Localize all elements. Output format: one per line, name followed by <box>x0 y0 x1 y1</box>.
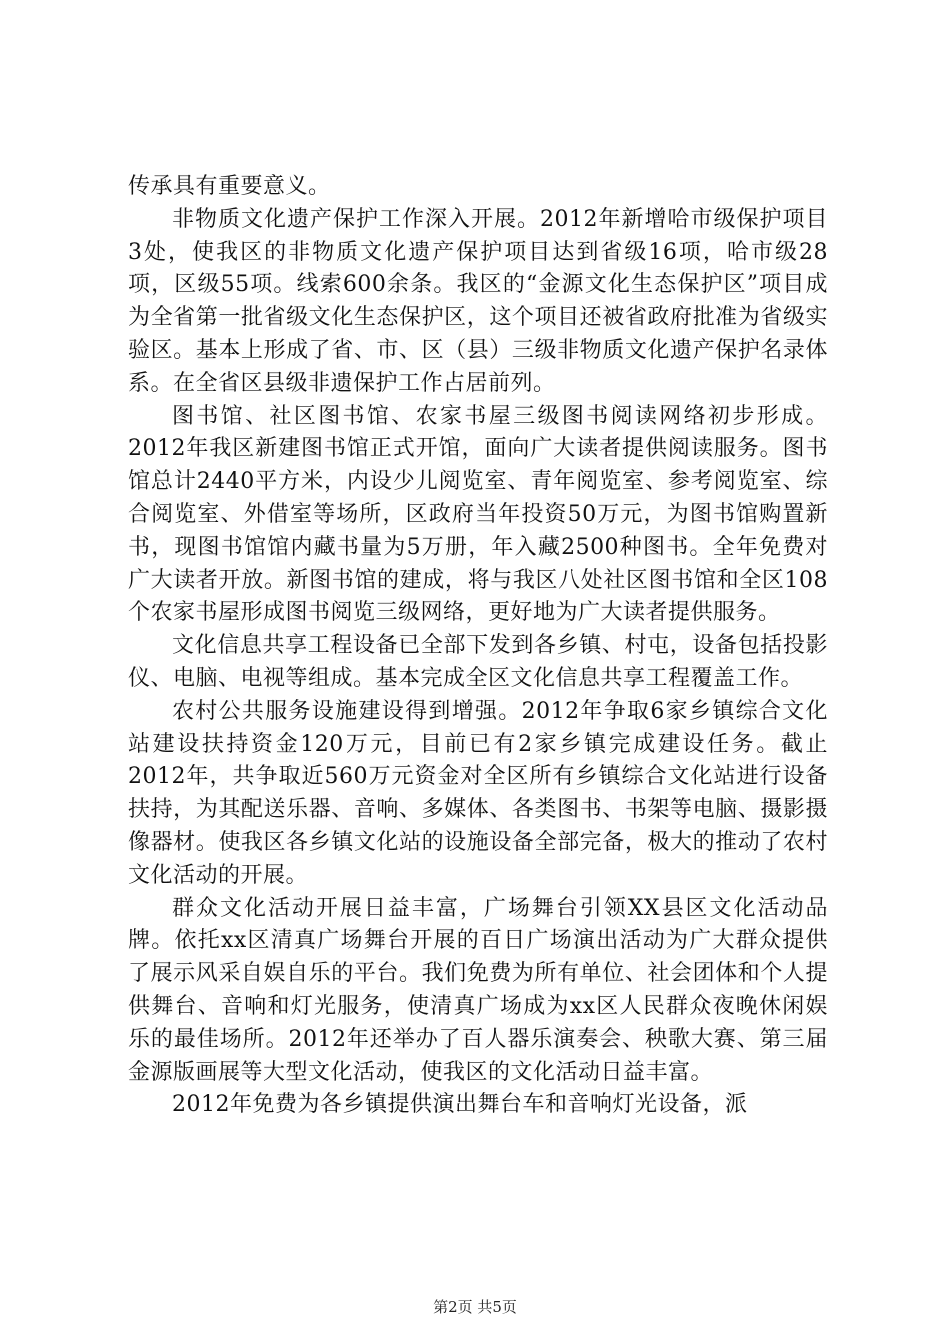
paragraph-rural-facilities: 农村公共服务设施建设得到增强。2012年争取6家乡镇综合文化站建设扶持资金120万元，目前已有2家乡镇完成建设任务。截止2012年，共争取近560万元资金对全区所有乡镇综合文化站进行设备扶持，为其配送乐器、音响、多媒体、各类图书、书架等电脑、摄影摄像器材。使我区各乡镇文化站的设施设备全部完备，极大的推动了农村文化活动的开展。 <box>128 698 828 888</box>
paragraph-intangible-heritage: 非物质文化遗产保护工作深入开展。2012年新增哈市级保护项目3处，使我区的非物质文化遗产保护项目达到省级16项，哈市级28项，区级55项。线索600余条。我区的“金源文化生态保护区”项目成为全省第一批省级文化生态保护区，这个项目还被省政府批准为省级实验区。基本上形成了省、市、区（县）三级非物质文化遗产保护名录体系。在全省区县级非遗保护工作占居前列。 <box>128 206 828 396</box>
paragraph-info-sharing: 文化信息共享工程设备已全部下发到各乡镇、村屯，设备包括投影仪、电脑、电视等组成。基本完成全区文化信息共享工程覆盖工作。 <box>128 633 828 691</box>
paragraph-library-network: 图书馆、社区图书馆、农家书屋三级图书阅读网络初步形成。2012年我区新建图书馆正式开馆，面向广大读者提供阅读服务。图书馆总计2440平方米，内设少儿阅览室、青年阅览室、参考阅览室、综合阅览室、外借室等场所，区政府当年投资50万元，为图书馆购置新书，现图书馆馆内藏书量为5万册，年入藏2500种图书。全年免费对广大读者开放。新图书馆的建成，将与我区八处社区图书馆和全区108个农家书屋形成图书阅览三级网络，更好地为广大读者提供服务。 <box>128 403 828 626</box>
paragraph-stage-truck: 2012年免费为各乡镇提供演出舞台车和音响灯光设备，派 <box>172 1092 748 1118</box>
paragraph-continuation: 传承具有重要意义。 <box>128 174 331 199</box>
paragraph-mass-culture: 群众文化活动开展日益丰富，广场舞台引领XX县区文化活动品牌。依托xx区清真广场舞台开展的百日广场演出活动为广大群众提供了展示风采自娱自乐的平台。我们免费为所有单位、社会团体和个人提供舞台、音响和灯光服务，使清真广场成为xx区人民群众夜晚休闲娱乐的最佳场所。2012年还举办了百人器乐演奏会、秧歌大赛、第三届金源版画展等大型文化活动，使我区的文化活动日益丰富。 <box>128 895 828 1085</box>
document-body <box>128 171 828 1122</box>
page-number-footer: 第2页 共5页 <box>433 1298 517 1316</box>
